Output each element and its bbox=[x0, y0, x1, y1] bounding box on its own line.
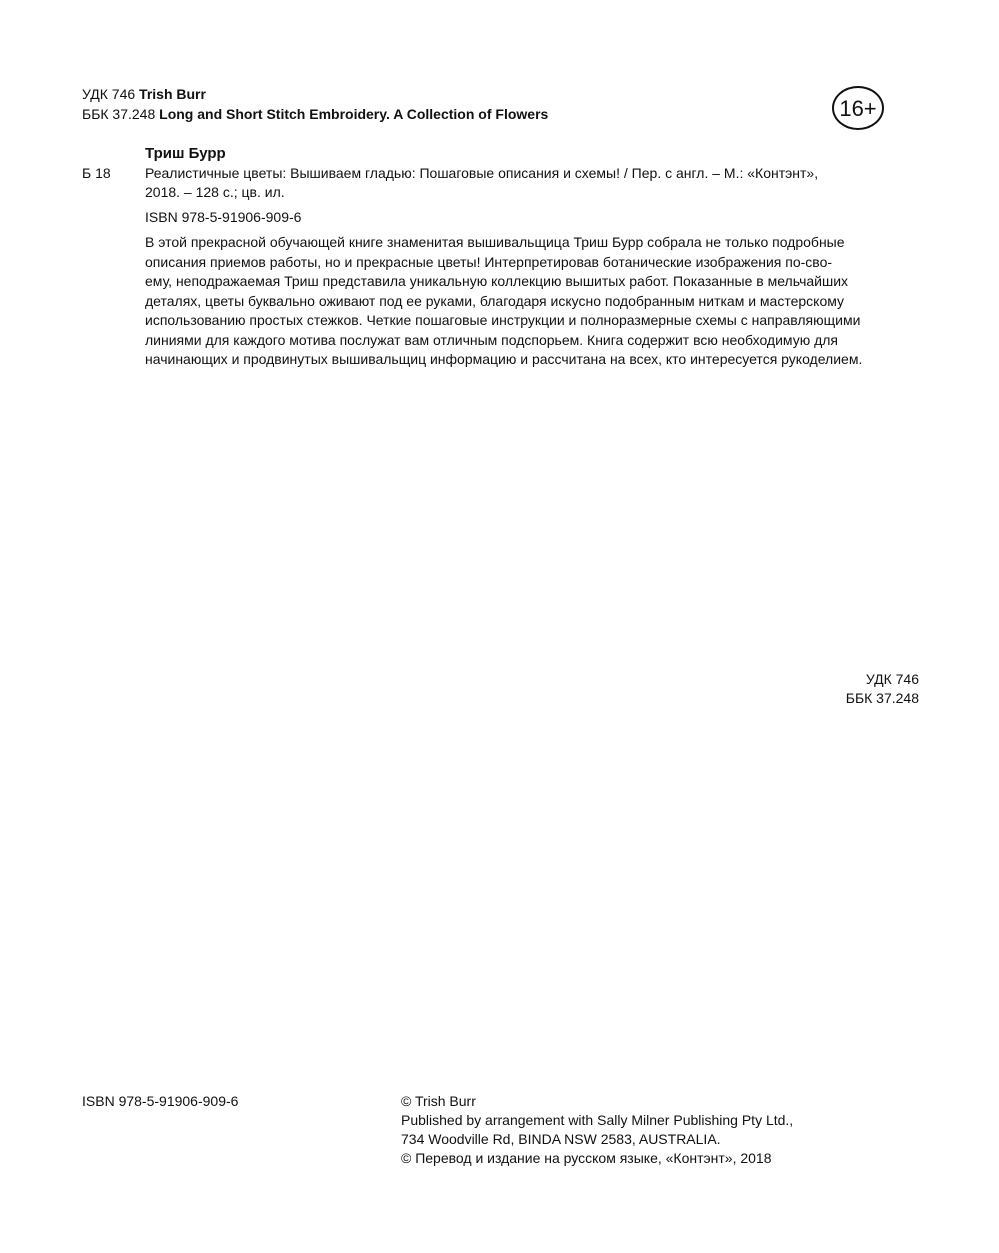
author-name-ru: Триш Бурр bbox=[145, 145, 226, 162]
annotation-line: ему, неподражаемая Триш представила уникальную коллекцию вышитых работ. Показанные в мельчайших bbox=[145, 273, 849, 289]
book-title-en: Long and Short Stitch Embroidery. A Collection of Flowers bbox=[159, 106, 549, 122]
copyright-line: © Перевод и издание на русском языке, «Контэнт», 2018 bbox=[401, 1150, 772, 1166]
isbn-record: ISBN 978-5-91906-909-6 bbox=[145, 209, 302, 225]
classification-udk: УДК 746 bbox=[865, 671, 919, 687]
age-rating-badge: 16+ bbox=[832, 86, 884, 130]
bibliographic-description bbox=[145, 164, 915, 202]
annotation-line: линиями для каждого мотива послужат вам отличным подспорьем. Книга содержит всю необходимую для bbox=[145, 331, 839, 348]
annotation-line: использованию простых стежков. Четкие пошаговые инструкции и полноразмерные схемы с направляющими bbox=[145, 312, 861, 328]
description-line: 2018. – 128 с.; цв. ил. bbox=[145, 184, 285, 200]
header-udk-line bbox=[82, 85, 206, 104]
classification-block bbox=[846, 670, 919, 708]
description-line: Реалистичные цветы: Вышиваем гладью: Пошаговые описания и схемы! / Пер. с англ. – М.: «Контэнт», bbox=[145, 165, 819, 181]
annotation-line: деталях, цветы буквально оживают под ее руками, благодаря искусно подобранным ниткам и мастерскому bbox=[145, 292, 845, 309]
classification-bbk: ББК 37.248 bbox=[845, 690, 919, 706]
annotation-line: описания приемов работы, но и прекрасные цветы! Интерпретировав ботанические изображения по-сво- bbox=[145, 253, 833, 270]
copyright-line: 734 Woodville Rd, BINDA NSW 2583, AUSTRALIA. bbox=[401, 1131, 721, 1147]
author-index-code: Б 18 bbox=[82, 165, 111, 181]
copyright-block bbox=[401, 1092, 921, 1168]
annotation-paragraph bbox=[145, 233, 920, 370]
copyright-line: © Trish Burr bbox=[401, 1093, 476, 1109]
annotation-line: начинающих и продвинутых вышивальщиц информацию и рассчитана на всех, кто интересуется рукоделием. bbox=[145, 351, 863, 367]
author-name-en: Trish Burr bbox=[139, 86, 206, 102]
bbk-label: ББК 37.248 bbox=[82, 106, 156, 122]
annotation-line: В этой прекрасной обучающей книге знаменитая вышивальщица Триш Бурр собрала не только подробные bbox=[145, 234, 845, 250]
isbn-footer: ISBN 978-5-91906-909-6 bbox=[82, 1093, 239, 1109]
header-bbk-line bbox=[82, 105, 548, 124]
udk-label: УДК 746 bbox=[82, 86, 136, 102]
copyright-line: Published by arrangement with Sally Milner Publishing Pty Ltd., bbox=[401, 1112, 794, 1128]
